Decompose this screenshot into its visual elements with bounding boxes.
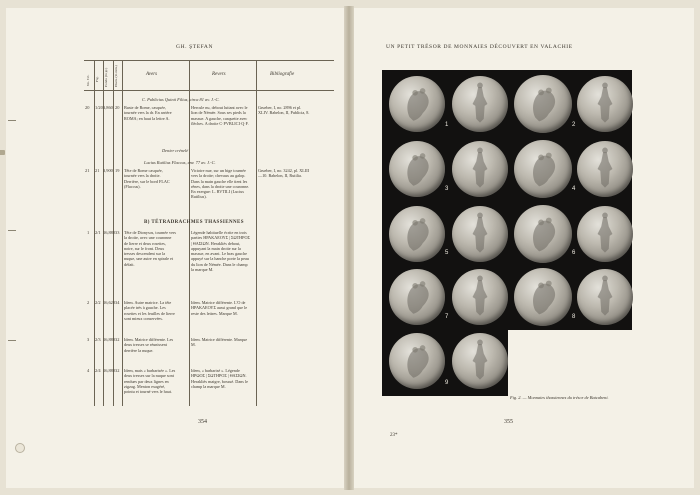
row-fig: 1/20 <box>95 105 103 110</box>
coin-heracles-standing <box>577 141 633 197</box>
row-weight: 16,620 <box>103 300 116 305</box>
coin-heracles-standing <box>577 269 633 325</box>
coin-heracles-standing <box>577 76 633 132</box>
row-avers: Idem. Matrice différente. Les deux tresses se réunissent derrière la nuque. <box>124 337 174 353</box>
row-number: 2 <box>87 300 90 305</box>
coin-heracles-standing <box>452 76 508 132</box>
coin-dionysos-head <box>514 205 572 263</box>
row-number: 20 <box>85 105 90 110</box>
coin-heracles-standing <box>452 269 508 325</box>
header-biblio: Bibliografie <box>270 72 295 77</box>
row-biblio: Grueber, I, no. 2896 et pl. XLIV. Babelon, II, Publicia, 8. <box>258 105 310 116</box>
coin-dionysos-head <box>389 269 445 325</box>
book-gutter <box>344 6 354 490</box>
header-fig: Fig. <box>95 76 99 82</box>
coin-dionysos-head <box>514 75 572 133</box>
margin-rule <box>8 340 16 341</box>
header-avers: Avers <box>146 72 158 77</box>
coin-number: 4 <box>572 186 576 192</box>
signature-mark: 23* <box>390 433 398 438</box>
row-diameter: 19 <box>115 168 120 173</box>
coin-number: 1 <box>445 122 449 128</box>
row-weight: 3,860 <box>103 105 113 110</box>
row-revers: Idem. Matrice différente. Marque M. <box>191 337 248 348</box>
punch-hole <box>15 443 25 453</box>
header-diameter: Diam. (în mm.) <box>114 65 118 87</box>
row-revers: Légende habituelle écrite en trois parties ΗΡΑΚΛΕΟΥΣ | ΣΩΤΗΡΟΣ | ΘΑΣΙΩΝ. Herakliès debout, appuyant la main droite sur la massue, en avant. Le bras gauche appuyé sur la hanche porte la peau du lion de Némée. Dans le champ la marque M. <box>191 230 250 273</box>
coin-heracles-standing <box>452 333 508 389</box>
row-revers: Hercule nu, debout luttant avec le lion de Némée. Sous ses pieds la massue. A gauche, casquette avec flèches. A droite C·PVBLICI·Q·F. <box>191 105 249 126</box>
coin-heracles-standing <box>577 206 633 262</box>
row-fig: 21 <box>95 168 100 173</box>
coin-number: 5 <box>445 250 449 256</box>
row-avers: Tête de Rome casquée, tournée vers la droite. Derrière, sur le bord FLAC (Flaccus). <box>124 168 170 189</box>
row-revers: Victoire nue, sur un bige tournée vers la droite; chevaux au galop. Dans la main gauche elle tient les rênes, dans la droite une couronne. En exergue: L. RVTILI (Lucius Rutilius). <box>191 168 250 200</box>
coin-dionysos-head <box>389 141 445 197</box>
row-avers: Buste de Rome, casquée, tournée vers la dr. En arrière ROMA; en haut la lettre A. <box>124 105 172 121</box>
coin-number: 8 <box>572 314 576 320</box>
row-avers: Idem. Autre matrice. La tête placée très à gauche. Les rosettes et les feuilles de lierre sont mieux conservées. <box>124 300 175 321</box>
row-number: 1 <box>87 230 90 235</box>
coin-number: 3 <box>445 186 449 192</box>
coin-number: 2 <box>572 122 576 128</box>
column-rule <box>122 60 123 406</box>
row-number: 3 <box>87 337 90 342</box>
row-diameter: 20 <box>115 105 120 110</box>
header-no-crt: No. Crt. <box>86 74 90 86</box>
row-biblio: Grueber, I, no. 3242, pl. XLIII—10. Babelon, II, Rutilia. <box>258 168 309 179</box>
row-weight: 3,900 <box>103 168 113 173</box>
coin-number: 6 <box>572 250 576 256</box>
moneyer-heading: Lucius Rutilius Flaccus, env. 77 av. J.-C. <box>144 160 216 165</box>
header-revers: Revers <box>212 72 226 77</box>
row-number: 4 <box>87 368 90 373</box>
right-folio: 355 <box>504 419 513 425</box>
left-folio: 354 <box>198 419 207 425</box>
row-fig: 2/3 <box>95 337 101 342</box>
row-number: 21 <box>85 168 90 173</box>
coin-dionysos-head <box>514 140 572 198</box>
coin-dionysos-head <box>389 333 445 389</box>
plate-caption-area <box>508 330 632 396</box>
row-fig: 2/4 <box>95 368 101 373</box>
row-weight: 16,880 <box>103 230 116 235</box>
row-fig: 2/2 <box>95 300 101 305</box>
moneyer-heading: C. Publicius Quinti Filius, circa 81 av. J.-C. <box>142 97 220 102</box>
coin-dionysos-head <box>389 206 445 262</box>
margin-rule <box>8 120 16 121</box>
denier-label: Denier crénelé <box>162 148 189 153</box>
column-rule <box>256 60 257 406</box>
row-fig: 2/1 <box>95 230 101 235</box>
coin-heracles-standing <box>452 206 508 262</box>
row-avers: Tête de Dionysos, tournée vers la droite, avec une couronne de lierre et deux rosettes, noire, sur le front. Deux tresses descendent sur la nuque, une autre en spirale et défait. <box>124 230 176 267</box>
row-revers: Idem. Matrice différente. L'O de ΗΡΑΚΛΕΟΥΣ aussi grand que le reste des lettres. Marque M. <box>191 300 248 316</box>
page-edge-tab <box>0 150 5 155</box>
plate-caption: Fig. 2. — Monnaies thassiennes du trésor de Batcabeni. <box>510 395 609 400</box>
row-diameter: 32 <box>115 337 120 342</box>
row-diameter: 33 <box>115 230 120 235</box>
coin-heracles-standing <box>452 141 508 197</box>
margin-rule <box>8 230 16 231</box>
row-avers: Idem, mais « barbarisée ». Les deux tresses sur la nuque sont rendues par deux lignes en zigzag. Menton exagéré, pointu et tourné vers le haut. <box>124 368 176 395</box>
coin-catalogue-table <box>84 60 334 406</box>
row-weight: 16,880 <box>103 368 116 373</box>
section-tetradrachms: B) TÉTRADRACHMES THASSIENNES <box>144 220 244 225</box>
coin-dionysos-head <box>389 76 445 132</box>
coin-dionysos-head <box>514 268 572 326</box>
left-running-head: GH. ŞTEFAN <box>176 44 214 50</box>
row-diameter: 32 <box>115 368 120 373</box>
coin-number: 7 <box>445 314 449 320</box>
right-running-head: UN PETIT TRÉSOR DE MONNAIES DÉCOUVERT EN VALACHIE <box>386 44 573 50</box>
row-diameter: 34 <box>115 300 120 305</box>
column-rule <box>189 60 190 406</box>
row-weight: 16,880 <box>103 337 116 342</box>
header-weight: Pondu (în gr.) <box>104 67 108 87</box>
coin-number: 9 <box>445 380 449 386</box>
row-revers: Idem, « barbarisé ». Légende ΗΡΩΟΣ | ΣΩΤΗΡΟΣ | ΘΑΣΙΩΝ. Herakliès maigre, bossué. Dans le champ la marque M. <box>191 368 248 389</box>
